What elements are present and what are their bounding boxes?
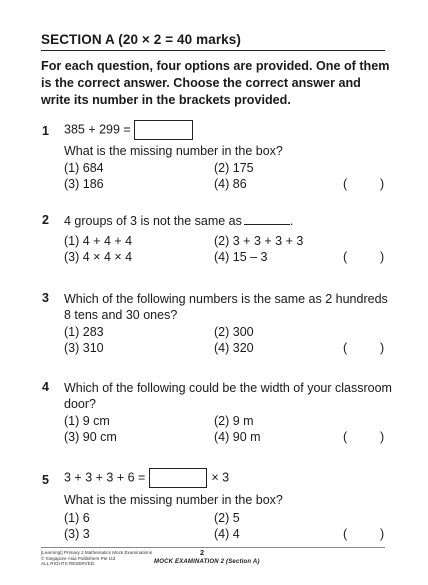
- question-text: What is the missing number in the box?: [64, 493, 283, 507]
- exam-label: MOCK EXAMINATION 2 (Section A): [154, 559, 260, 565]
- question-stem: [64, 120, 193, 140]
- title-divider: [41, 50, 385, 51]
- answer-bracket-open[interactable]: (: [343, 527, 348, 541]
- question-number: 2: [42, 213, 49, 227]
- rights-line: ALL RIGHTS RESERVED.: [41, 561, 96, 567]
- option-2: (2) 175: [214, 161, 254, 175]
- question-number: 4: [42, 380, 49, 394]
- stem-text: 4 groups of 3 is not the same as: [64, 214, 242, 228]
- answer-bracket-close[interactable]: ): [380, 527, 385, 541]
- option-4: (4) 86: [214, 177, 247, 191]
- publisher-info: [41, 550, 152, 567]
- footer-divider: [41, 547, 385, 548]
- option-4: (4) 90 m: [214, 430, 261, 444]
- answer-blank[interactable]: [244, 215, 290, 225]
- option-1: (1) 9 cm: [64, 414, 110, 428]
- option-3: (3) 310: [64, 341, 104, 355]
- answer-bracket-close[interactable]: ): [380, 430, 385, 444]
- answer-bracket-close[interactable]: ): [380, 341, 385, 355]
- option-1: (1) 283: [64, 325, 104, 339]
- stem-text: 3 + 3 + 3 + 6 =: [64, 470, 146, 485]
- answer-bracket-open[interactable]: (: [343, 430, 348, 444]
- page-number: 2: [200, 548, 205, 557]
- question-stem: [64, 213, 293, 229]
- option-4: (4) 4: [214, 527, 240, 541]
- question-number: 1: [42, 124, 49, 138]
- option-3: (3) 90 cm: [64, 430, 117, 444]
- option-2: (2) 3 + 3 + 3 + 3: [214, 234, 304, 248]
- option-4: (4) 320: [214, 341, 254, 355]
- question-text: What is the missing number in the box?: [64, 144, 283, 158]
- question-text-line1: Which of the following numbers is the same as 2 hundreds: [64, 292, 388, 306]
- option-2: (2) 9 m: [214, 414, 254, 428]
- option-1: (1) 684: [64, 161, 104, 175]
- publisher-line: [Learning!] Primary 2 Mathematics Mock Examinations: [41, 550, 153, 555]
- answer-bracket-open[interactable]: (: [343, 177, 348, 191]
- answer-bracket-close[interactable]: ): [380, 177, 385, 191]
- option-4: (4) 15 – 3: [214, 250, 268, 264]
- question-text-line2: door?: [64, 397, 96, 411]
- question-number: 5: [42, 473, 49, 487]
- question-number: 3: [42, 291, 49, 305]
- option-3: (3) 4 × 4 × 4: [64, 250, 133, 264]
- option-2: (2) 300: [214, 325, 254, 339]
- question-text-line1: Which of the following could be the width of your classroom: [64, 381, 392, 395]
- answer-bracket-close[interactable]: ): [380, 250, 385, 264]
- option-2: (2) 5: [214, 511, 240, 525]
- option-1: (1) 4 + 4 + 4: [64, 234, 133, 248]
- option-3: (3) 186: [64, 177, 104, 191]
- option-3: (3) 3: [64, 527, 90, 541]
- answer-box[interactable]: [134, 120, 193, 140]
- question-stem: [64, 468, 229, 488]
- stem-end: × 3: [211, 470, 230, 485]
- stem-text: 385 + 299 =: [64, 122, 131, 137]
- section-title: SECTION A (20 × 2 = 40 marks): [41, 32, 241, 47]
- copyright-line: © Singapore Asia Publishers Pte Ltd: [41, 555, 116, 561]
- question-text-line2: 8 tens and 30 ones?: [64, 308, 178, 322]
- option-1: (1) 6: [64, 511, 90, 525]
- answer-bracket-open[interactable]: (: [343, 341, 348, 355]
- stem-end: .: [289, 214, 294, 228]
- answer-bracket-open[interactable]: (: [343, 250, 348, 264]
- instructions: For each question, four options are provided. One of them is the correct answer. Choose the correct answer and write its number in the brackets provided.: [41, 59, 390, 107]
- answer-box[interactable]: [149, 468, 207, 488]
